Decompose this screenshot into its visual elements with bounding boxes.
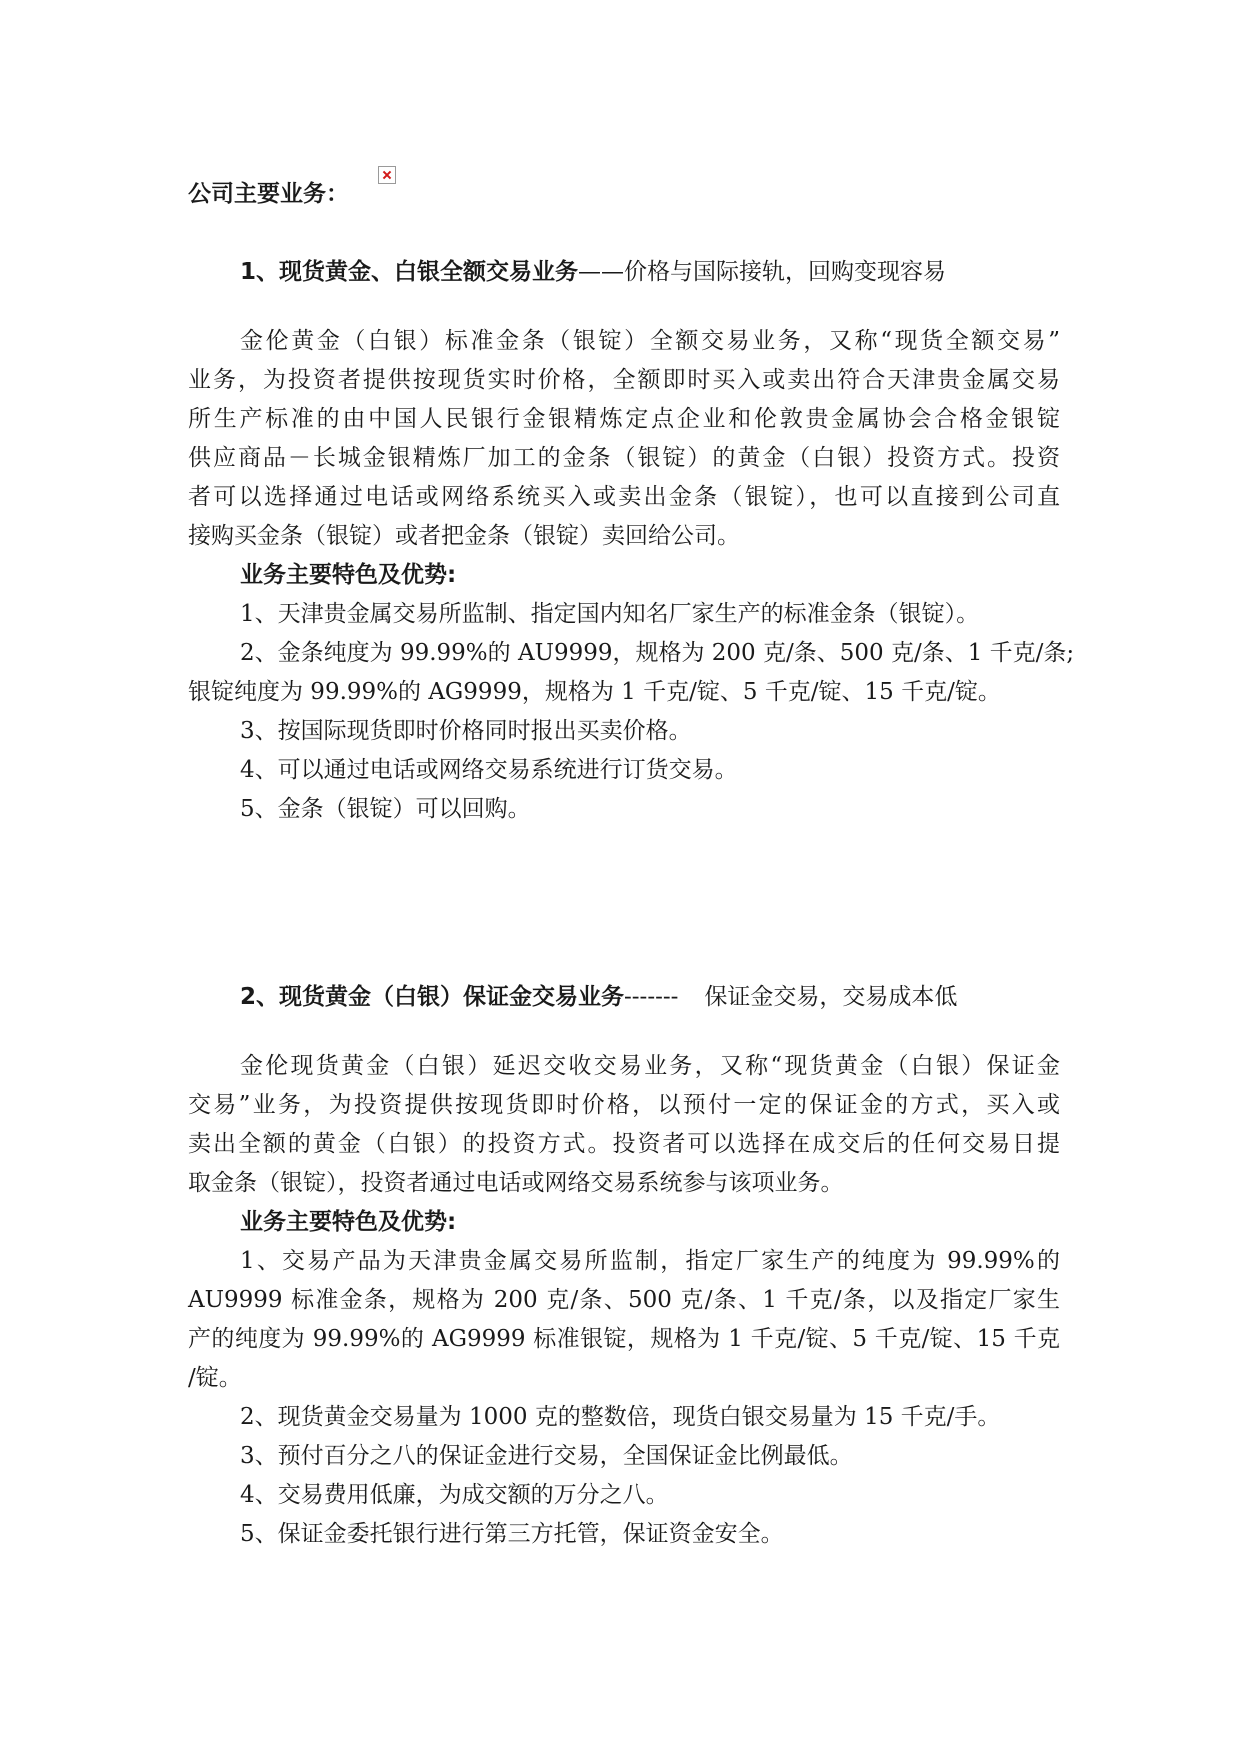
section1-title-rest: ——价格与国际接轨，回购变现容易 — [578, 259, 947, 285]
section1-feature-item: 银锭纯度为 99.99%的 AG9999，规格为 1 千克/锭、5 千克/锭、15 千克/锭。 — [188, 679, 1001, 705]
section1-para-line: 者可以选择通过电话或网络系统买入或卖出金条（银锭），也可以直接到公司直 — [188, 484, 1060, 510]
section2-feature-item: 3、预付百分之八的保证金进行交易，全国保证金比例最低。 — [240, 1443, 853, 1469]
section2-feature-item: 1、交易产品为天津贵金属交易所监制，指定厂家生产的纯度为 99.99%的 — [240, 1248, 1060, 1274]
section2-para-line: 取金条（银锭），投资者通过电话或网络交易系统参与该项业务。 — [188, 1170, 844, 1196]
section2-feature-item: 4、交易费用低廉，为成交额的万分之八。 — [240, 1482, 669, 1508]
page-heading: 公司主要业务： — [188, 181, 349, 207]
section2-title-dash: ------- — [624, 984, 679, 1010]
section1-feature-item: 2、金条纯度为 99.99%的 AU9999，规格为 200 克/条、500 克/条、1 千克/条; — [240, 640, 1075, 666]
section2-title-bold: 2、现货黄金（白银）保证金交易业务 — [240, 984, 625, 1010]
section1-feature-item: 4、可以通过电话或网络交易系统进行订货交易。 — [240, 757, 738, 783]
section1-para-line: 接购买金条（银锭）或者把金条（银锭）卖回给公司。 — [188, 523, 740, 549]
section1-para-line: 金伦黄金（白银）标准金条（银锭）全额交易业务，又称“现货全额交易” — [240, 328, 1060, 354]
section2-title — [240, 979, 1060, 1015]
section1-para-line: 业务，为投资者提供按现货实时价格，全额即时买入或卖出符合天津贵金属交易 — [188, 367, 1060, 393]
section1-title — [240, 254, 1060, 290]
section2-para-line: 金伦现货黄金（白银）延迟交收交易业务，又称“现货黄金（白银）保证金 — [240, 1053, 1060, 1079]
section1-para-line: 所生产标准的由中国人民银行金银精炼定点企业和伦敦贵金属协会合格金银锭 — [188, 406, 1060, 432]
section1-features-title: 业务主要特色及优势: — [240, 562, 457, 588]
section1-feature-item: 1、天津贵金属交易所监制、指定国内知名厂家生产的标准金条（银锭）。 — [240, 601, 980, 627]
section1-para-line: 供应商品－长城金银精炼厂加工的金条（银锭）的黄金（白银）投资方式。投资 — [188, 445, 1060, 471]
section2-title-rest: 保证金交易，交易成本低 — [704, 984, 958, 1010]
section1-feature-item: 5、金条（银锭）可以回购。 — [240, 796, 531, 822]
section2-features-title: 业务主要特色及优势: — [240, 1209, 457, 1235]
section2-feature-item: /锭。 — [188, 1365, 242, 1391]
section2-para-line: 交易”业务，为投资提供按现货即时价格，以预付一定的保证金的方式，买入或 — [188, 1092, 1060, 1118]
section1-title-bold: 1、现货黄金、白银全额交易业务 — [240, 259, 579, 285]
section2-feature-item: 5、保证金委托银行进行第三方托管，保证资金安全。 — [240, 1521, 784, 1547]
section2-feature-item: AU9999 标准金条，规格为 200 克/条、500 克/条、1 千克/条，以及指定厂家生 — [188, 1287, 1060, 1313]
section2-feature-item: 产的纯度为 99.99%的 AG9999 标准银锭，规格为 1 千克/锭、5 千克/锭、15 千克 — [188, 1326, 1060, 1352]
section1-feature-item: 3、按国际现货即时价格同时报出买卖价格。 — [240, 718, 692, 744]
section2-feature-item: 2、现货黄金交易量为 1000 克的整数倍，现货白银交易量为 15 千克/手。 — [240, 1404, 1001, 1430]
broken-image-icon — [378, 166, 396, 184]
section2-para-line: 卖出全额的黄金（白银）的投资方式。投资者可以选择在成交后的任何交易日提 — [188, 1131, 1060, 1157]
